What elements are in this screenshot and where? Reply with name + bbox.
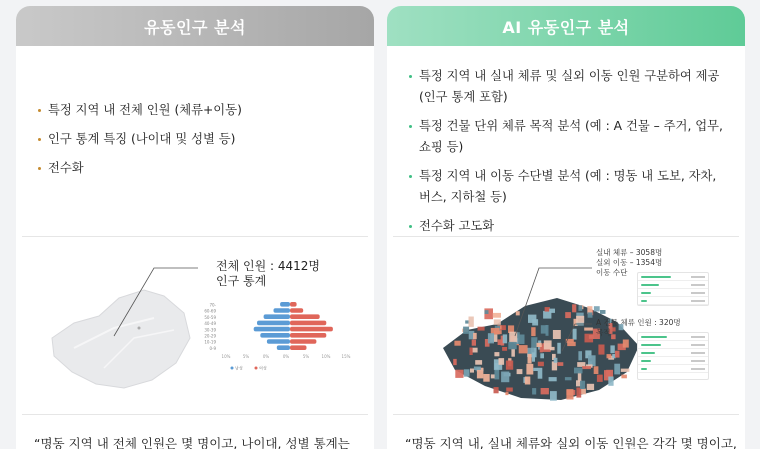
building-block: [597, 375, 603, 382]
list-item: 전수화: [38, 158, 360, 179]
building-block: [494, 319, 501, 324]
building-block: [574, 368, 583, 374]
building-block: [554, 358, 558, 363]
building-block: [509, 332, 517, 343]
demographics-label: 인구 통계: [216, 274, 267, 288]
building-block: [526, 364, 533, 375]
building-block: [455, 370, 463, 378]
building-block: [615, 351, 620, 358]
building-block: [493, 313, 501, 318]
left-callout: [216, 259, 320, 289]
building-block: [623, 340, 629, 348]
total-count-label: 전체 인원 : 4412명: [216, 259, 320, 273]
building-block: [598, 345, 604, 355]
pyramid-axis-label: 10%: [321, 354, 331, 359]
pyramid-male-bar: [264, 314, 290, 319]
pyramid-female-bar: [290, 327, 333, 332]
pyramid-age-label: 70-: [209, 302, 216, 308]
building-block: [475, 360, 482, 365]
building-block: [491, 374, 495, 378]
divider: [22, 414, 368, 415]
pyramid-male-bar: [260, 333, 290, 338]
building-block: [533, 368, 538, 371]
right-panel-card: [387, 6, 745, 449]
divider: [22, 236, 368, 237]
building-block: [488, 333, 494, 343]
building-block: [610, 345, 614, 353]
building-block: [499, 358, 505, 365]
building-block: [453, 359, 457, 365]
building-block: [469, 317, 474, 327]
pyramid-age-label: 30-39: [204, 327, 216, 333]
building-block: [538, 362, 544, 367]
pyramid-axis-label: 10%: [221, 354, 231, 359]
list-item: 인구 통계 특징 (나이대 및 성별 등): [38, 129, 360, 150]
building-block: [472, 348, 478, 353]
pyramid-age-label: 40-49: [204, 321, 216, 327]
pyramid-female-bar: [290, 321, 326, 326]
list-item: 특정 건물 단위 체류 목적 분석 (예 : A 건물 – 주거, 업무, 쇼핑 등): [409, 116, 731, 158]
pyramid-female-bar: [290, 314, 320, 319]
building-block: [588, 312, 593, 317]
building-block: [594, 306, 600, 311]
building-block: [550, 347, 555, 350]
left-feature-list: [38, 100, 360, 187]
building-block: [517, 369, 523, 374]
pyramid-male-bar: [267, 339, 290, 344]
list-item: 전수화 고도화: [409, 216, 731, 237]
building-block: [540, 353, 544, 358]
building-block: [506, 388, 513, 392]
pyramid-female-bar: [290, 339, 316, 344]
building-block: [454, 341, 460, 346]
building-block: [528, 354, 532, 364]
building-block: [472, 340, 476, 346]
building-block: [519, 345, 528, 353]
outdoor-count-label: 실외 이동 – 1354명: [596, 258, 663, 267]
building-block: [537, 343, 542, 347]
building-block: [470, 369, 474, 373]
building-block: [550, 391, 557, 401]
pyramid-axis-label: 5%: [242, 354, 250, 359]
building-block: [505, 392, 508, 395]
pyramid-male-bar: [254, 327, 290, 332]
building-block: [503, 334, 507, 343]
building-block: [538, 368, 543, 379]
building-block: [578, 305, 582, 311]
building-block: [525, 377, 531, 385]
building-block: [494, 369, 499, 379]
building-block: [474, 367, 481, 371]
list-item: 특정 지역 내 이동 수단별 분석 (예 : 명동 내 도보, 자차, 버스, 지하철 등): [409, 166, 731, 208]
right-quote: “명동 지역 내, 실내 체류와 실외 이동 인원은 각각 몇 명이고,: [405, 436, 737, 449]
building-block: [607, 354, 612, 358]
pyramid-age-label: 0-9: [209, 345, 216, 351]
area-map-3d-heatmap: [439, 286, 644, 404]
building-block: [464, 369, 470, 376]
building-block: [557, 343, 561, 354]
building-block: [508, 342, 516, 349]
building-block: [578, 351, 582, 360]
indoor-count-label: 실내 체류 – 3058명: [596, 248, 663, 257]
building-block: [463, 327, 469, 334]
building-block: [483, 374, 489, 382]
pyramid-axis-label: 0%: [282, 354, 290, 359]
pyramid-female-bar: [290, 345, 307, 350]
left-panel-title: 유동인구 분석: [16, 6, 374, 46]
building-block: [549, 377, 557, 381]
building-block: [584, 328, 593, 331]
building-block: [621, 375, 627, 379]
building-block: [614, 364, 620, 375]
legend-swatch: [255, 367, 258, 370]
pyramid-male-bar: [274, 308, 291, 313]
right-panel-title: AI 유동인구 분석: [387, 6, 745, 46]
legend-swatch: [231, 367, 234, 370]
list-item: 특정 지역 내 실내 체류 및 실외 이동 인원 구분하여 제공 (인구 통계 포함): [409, 66, 731, 108]
building-block: [589, 335, 594, 339]
building-block: [532, 352, 535, 361]
divider: [393, 236, 739, 237]
pyramid-age-label: 10-19: [204, 339, 216, 345]
pyramid-age-label: 60-69: [204, 308, 216, 314]
building-block: [541, 325, 547, 333]
building-block: [473, 333, 477, 339]
building-block: [532, 319, 538, 325]
building-block: [608, 377, 613, 386]
building-block: [532, 388, 536, 394]
building-block: [531, 337, 537, 347]
pyramid-axis-label: 15%: [341, 354, 351, 359]
building-block: [502, 347, 507, 351]
purpose-label: 목적: [596, 328, 611, 337]
building-block: [531, 327, 535, 336]
building-block: [621, 369, 630, 372]
building-block: [541, 388, 549, 394]
building-block: [494, 352, 499, 356]
building-block: [553, 330, 561, 339]
building-block: [572, 304, 576, 312]
building-block: [506, 361, 513, 370]
building-block: [588, 355, 596, 366]
area-map-grey: [44, 268, 194, 393]
building-block: [565, 312, 571, 318]
pyramid-age-label: 20-29: [204, 333, 216, 339]
building-block: [549, 309, 555, 313]
legend-label: 남성: [235, 365, 243, 371]
pyramid-axis-label: 5%: [302, 354, 310, 359]
pyramid-male-bar: [257, 321, 290, 326]
pyramid-female-bar: [290, 308, 303, 313]
building-block: [470, 348, 473, 356]
building-block: [587, 384, 594, 390]
pyramid-age-label: 50-59: [204, 314, 216, 320]
building-block: [576, 388, 581, 398]
building-block: [478, 327, 485, 331]
left-panel-card: [16, 6, 374, 449]
building-block: [576, 316, 584, 323]
purpose-mini-table: [637, 332, 709, 380]
building-block: [516, 311, 520, 315]
right-feature-list: [409, 66, 731, 245]
building-block: [582, 366, 591, 369]
building-block: [565, 377, 572, 380]
list-item: 특정 지역 내 전체 인원 (체류+이동): [38, 100, 360, 121]
transport-mini-table: [637, 272, 709, 306]
building-block: [501, 372, 509, 383]
building-block: [594, 366, 599, 374]
pyramid-male-bar: [280, 302, 290, 307]
legend-label: 여성: [259, 365, 267, 371]
building-block: [511, 349, 515, 357]
building-block: [494, 387, 499, 393]
pyramid-male-bar: [277, 345, 290, 350]
building-count-label: A 건물 체류 인원 : 320명: [596, 318, 681, 327]
transport-label: 이동 수단: [596, 268, 628, 277]
building-block: [573, 329, 577, 340]
population-pyramid-chart: [202, 296, 372, 376]
pyramid-female-bar: [290, 302, 297, 307]
building-block: [600, 310, 606, 314]
divider: [393, 414, 739, 415]
pyramid-axis-label: 0%: [262, 354, 270, 359]
building-block: [557, 362, 563, 366]
building-block: [545, 307, 550, 312]
left-quote: “명동 지역 내 전체 인원은 몇 명이고, 나이대, 성별 통계는: [34, 436, 350, 449]
building-block: [580, 381, 585, 389]
building-block: [567, 342, 576, 346]
building-block: [566, 389, 573, 399]
building-block: [485, 310, 489, 314]
pyramid-female-bar: [290, 333, 326, 338]
